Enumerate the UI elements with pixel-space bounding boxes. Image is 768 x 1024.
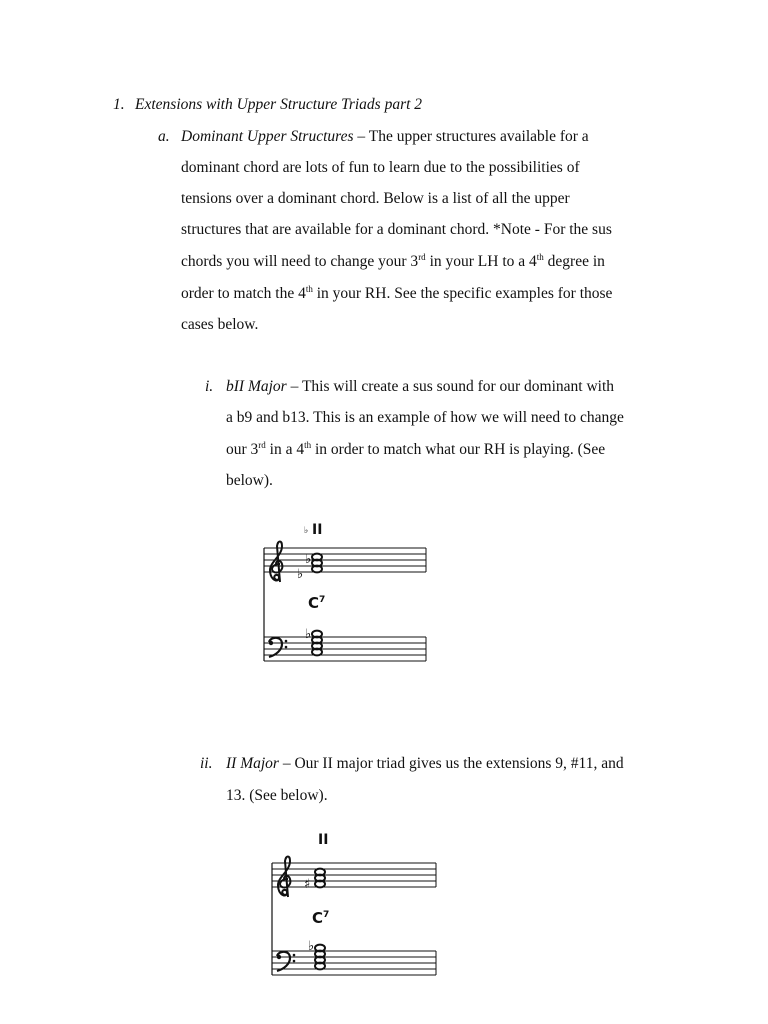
- bass-staff: [272, 951, 436, 975]
- flat-accidental: ♭: [305, 552, 312, 567]
- flat-accidental: ♭: [305, 627, 312, 642]
- chord-symbol-extension: 7: [319, 595, 326, 605]
- section-a-line-3: tensions over a dominant chord. Below is a list of all the upper: [181, 190, 570, 207]
- section-a-line-6: order to match the 4th in your RH. See the specific examples for those: [181, 284, 613, 302]
- bass-staff: [264, 637, 426, 661]
- section-a-line-1: Dominant Upper Structures – The upper structures available for a: [181, 128, 589, 145]
- item-i-line-1: bII Major – This will create a sus sound for our dominant with: [226, 378, 615, 395]
- flat-accidental: ♭: [308, 939, 315, 954]
- treble-chord-notes: [297, 552, 322, 582]
- section-a-marker: a.: [158, 128, 170, 145]
- flat-accidental: ♭: [297, 567, 304, 582]
- item-ii-title: II Major: [226, 755, 279, 772]
- heading-number: 1.: [113, 96, 125, 113]
- section-a-line-2: dominant chord are lots of fun to learn due to the possibilities of: [181, 159, 580, 176]
- sharp-accidental: ♯: [304, 877, 311, 892]
- item-i-line-2: a b9 and b13. This is an example of how we will need to change: [226, 409, 624, 426]
- treble-chord-notes: [304, 869, 325, 892]
- chord-symbol-extension: 7: [323, 910, 330, 920]
- score-bII-major: [260, 516, 435, 666]
- upper-label: II: [312, 522, 323, 538]
- item-ii-line-1: II Major – Our II major triad gives us the extensions 9, #11, and: [226, 755, 624, 772]
- section-a-line-4: structures that are available for a dominant chord. *Note - For the sus: [181, 221, 612, 238]
- item-i-title: bII Major: [226, 378, 287, 395]
- treble-staff: [264, 548, 426, 572]
- item-ii-marker: ii.: [200, 755, 213, 772]
- section-a-line-5: chords you will need to change your 3rd in your LH to a 4th degree in: [181, 252, 605, 270]
- treble-staff: [272, 863, 436, 887]
- chord-symbol-root: C: [312, 909, 324, 927]
- chord-symbol-root: C: [308, 594, 320, 612]
- bass-chord-notes: [308, 939, 325, 969]
- item-i-line-4: below).: [226, 472, 273, 489]
- bass-clef-icon: [277, 952, 296, 971]
- heading-title: Extensions with Upper Structure Triads part 2: [135, 96, 423, 113]
- score-II-major: [268, 826, 443, 981]
- bass-clef-icon: [269, 638, 288, 657]
- item-ii-line-2: 13. (See below).: [226, 787, 328, 804]
- section-a-line-7: cases below.: [181, 316, 259, 333]
- item-i-line-3: our 3rd in a 4th in order to match what our RH is playing. (See: [226, 440, 606, 458]
- upper-label-flat: ♭: [304, 526, 309, 536]
- section-a-title: Dominant Upper Structures: [181, 128, 354, 145]
- item-i-marker: i.: [205, 378, 214, 395]
- upper-label: II: [318, 832, 329, 848]
- bass-chord-notes: [305, 627, 322, 655]
